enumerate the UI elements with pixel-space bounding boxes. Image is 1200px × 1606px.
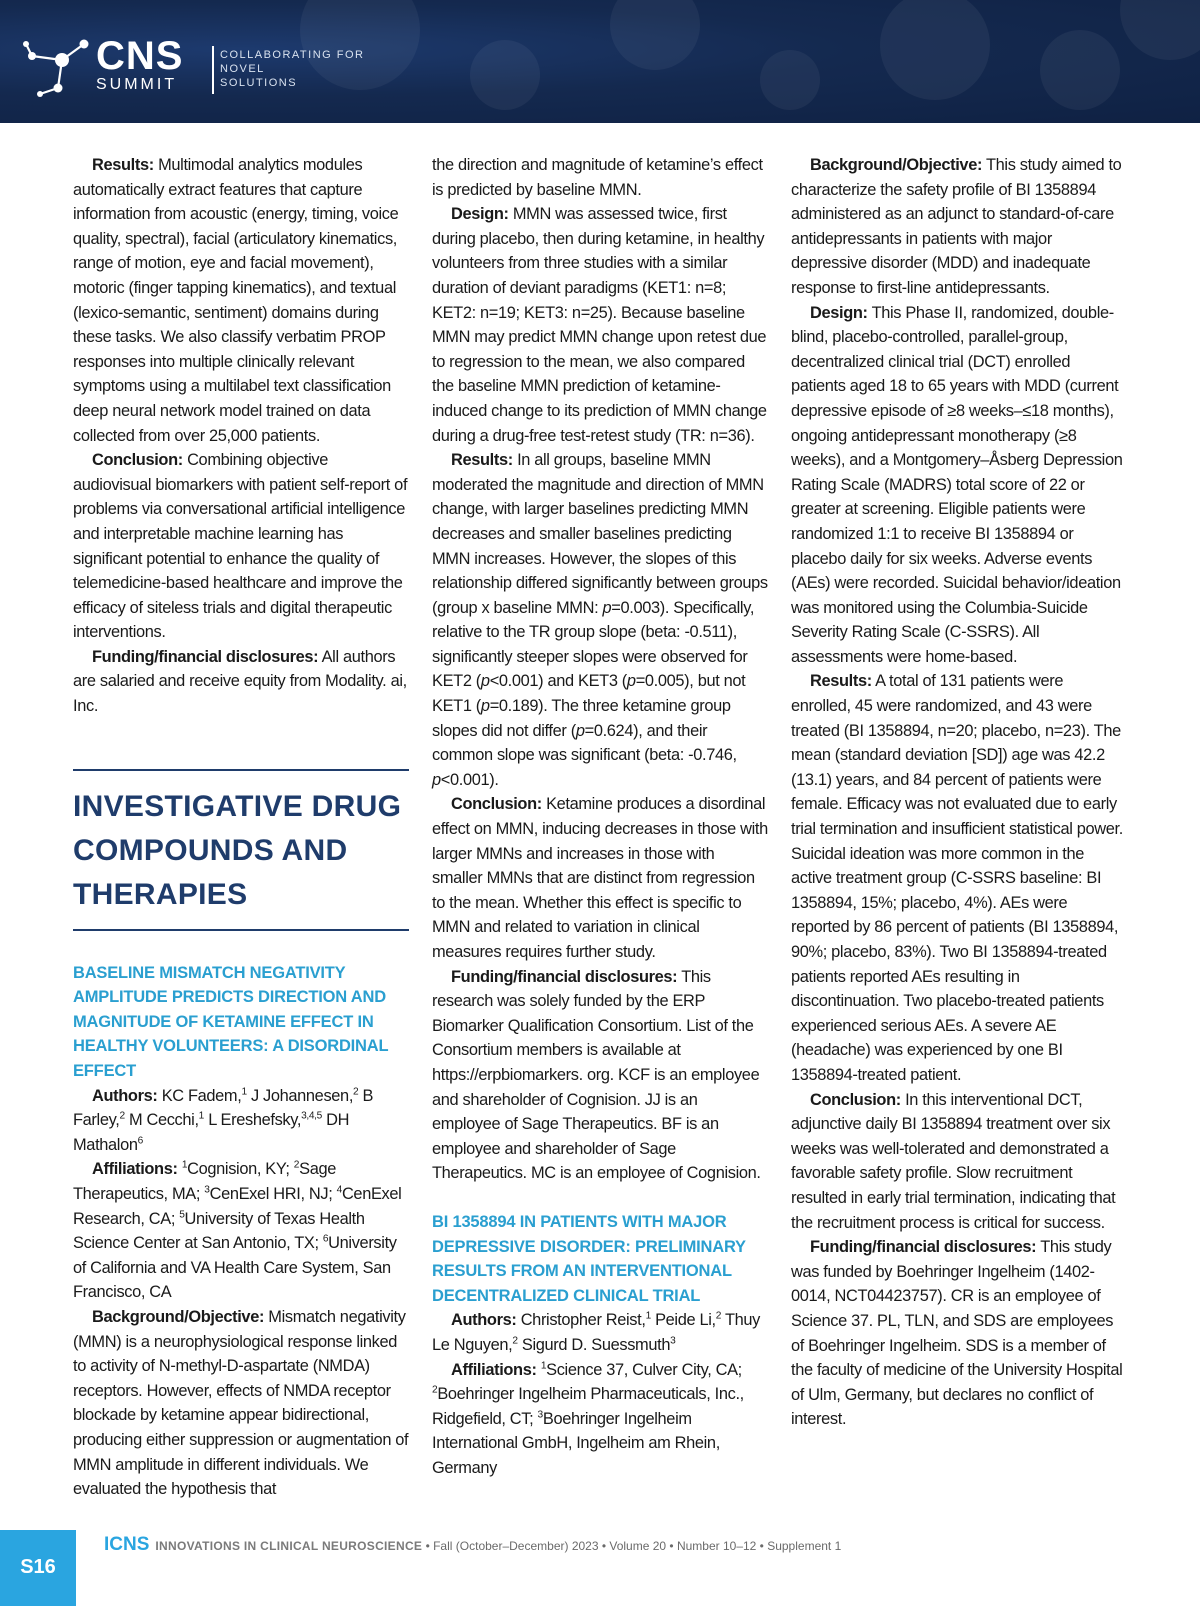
journal-name: INNOVATIONS IN CLINICAL NEUROSCIENCE	[155, 1539, 423, 1553]
page-footer	[0, 1530, 1200, 1606]
background-paragraph: Background/Objective: Mismatch negativity (MMN) is a neurophysiological response linked to activity of N-methyl-D-aspartate (NMDA) receptors. However, effects of NMDA receptor blockade by ketamine appear bidirectional, producing either suppression or augmentation of MMN amplitude in different individuals. We evaluated the hypothesis that	[73, 1307, 409, 1499]
design-paragraph: Design: MMN was assessed twice, first during placebo, then during ketamine, in healthy volunteers from three studies with a similar duration of deviant paradigms (KET1: n=8; KET2: n=19; KET3: n=25). Because baseline MMN may predict MMN change upon retest due to regression to the mean, we also compared the baseline MMN prediction of ketamine-induced change to its prediction of MMN change during a drug-free test-retest study (TR: n=36).	[432, 205, 767, 445]
results-paragraph: Results: A total of 131 patients were enrolled, 45 were randomized, and 43 were treated (BI 1358894, n=20; placebo, n=23). The mean (standard deviation [SD]) age was 42.2 (13.1) years, and 84 percent of patients were female. Efficacy was not evaluated due to early trial termination and insufficient statistical power. Suicidal ideation was more common in the active treatment group (C-SSRS baseline: BI 1358894, 15%; placebo, 4%). AEs were reported by 86 percent of patients (BI 1358894, 90%; placebo, 83%). Two BI 1358894-treated patients reported AEs resulting in discontinuation. Two placebo-treated patients experienced serious AEs. A severe AE (headache) was experienced by one BI 1358894-treated patient.	[791, 672, 1123, 1084]
section-title: INVESTIGATIVE DRUG COMPOUNDS AND THERAPIES	[73, 789, 402, 911]
funding-paragraph: Funding/financial disclosures: This research was solely funded by the ERP Biomarker Qualification Consortium. List of the Consortium members is available at https://erpbiomarkers. org. KCF is an employee and shareholder of Cognision. JJ is an employee of Sage Therapeutics. BF is an employee and shareholder of Sage Therapeutics. MC is an employee of Cognision.	[432, 967, 761, 1183]
header-banner	[0, 0, 1200, 123]
results-paragraph: Results: In all groups, baseline MMN moderated the magnitude and direction of MMN change, with larger baselines predicting MMN decreases and smaller baselines predicting MMN increases. However, the slopes of this relationship differed significantly between groups (group x baseline MMN: p=0.003). Specifically, relative to the TR group slope (beta: -0.511), significantly steeper slopes were observed for KET2 (p<0.001) and KET3 (p=0.005), but not KET1 (p=0.189). The three ketamine group slopes did not differ (p=0.624), and their common slope was significant (beta: -0.746, p<0.001).	[432, 451, 768, 789]
logo-summit-text: SUMMIT	[96, 76, 178, 93]
results-paragraph: Results: Multimodal analytics modules automatically extract features that capture information from acoustic (energy, timing, voice quality, spectral), facial (articulatory kinematics, range of motion, eye and facial movement), motoric (finger tapping kinematics), and textual (lexico-semantic, sentiment) domains during these tasks. We also classify verbatim PROP responses into multiple clinically relevant symptoms using a multilabel text classification deep neural network model trained on data collected from over 25,000 patients.	[73, 156, 399, 445]
conclusion-paragraph: Conclusion: In this interventional DCT, adjunctive daily BI 1358894 treatment over six weeks was well-tolerated and demonstrated a favorable safety profile. Slow recruitment resulted in early trial termination, indicating that the recruitment process is critical for success.	[791, 1090, 1116, 1232]
column-1	[73, 153, 409, 1502]
article-title-bi1358894: BI 1358894 IN PATIENTS WITH MAJOR DEPRESSIVE DISORDER: PRELIMINARY RESULTS FROM AN INTERVENTIONAL DECENTRALIZED CLINICAL TRIAL	[432, 1212, 746, 1305]
logo-divider	[212, 46, 214, 94]
article-title-ketamine: BASELINE MISMATCH NEGATIVITY AMPLITUDE PREDICTS DIRECTION AND MAGNITUDE OF KETAMINE EFFECT IN HEALTHY VOLUNTEERS: A DISORDINAL EFFECT	[73, 963, 389, 1081]
column-3	[791, 153, 1127, 1432]
funding-paragraph: Funding/financial disclosures: This study was funded by Boehringer Ingelheim (1402-0014, NCT04423757). CR is an employee of Science 37. PL, TLN, and SDS are employees of Boehringer Ingelheim. SDS is a member of the faculty of medicine of the University Hospital of Ulm, Germany, but declares no conflict of interest.	[791, 1238, 1123, 1429]
logo-tagline: COLLABORATING FOR NOVEL SOLUTIONS	[220, 49, 365, 89]
affiliations-paragraph: Affiliations: $^1$Cognision, KY; $^2$Sage Therapeutics, MA; $^3$CenExel HRI, NJ; $^4$CenExel Research, CA; $^5$University of Texas Health Science Center at San Antonio, TX; $^6$University of California and VA Health Care System, San Francisco, CA	[73, 1159, 402, 1302]
logo-cns-text: CNS	[96, 34, 184, 78]
conclusion-paragraph: Conclusion: Combining objective audiovisual biomarkers with patient self-report of problems via conversational artificial intelligence and interpretable machine learning has significant potential to enhance the quality of telemedicine-based healthcare and improve the efficacy of siteless trials and digital therapeutic interventions.	[73, 451, 408, 642]
funding-paragraph: Funding/financial disclosures: All authors are salaried and receive equity from Modality. ai, Inc.	[73, 647, 407, 716]
background-paragraph: Background/Objective: This study aimed to characterize the safety profile of BI 1358894 administered as an adjunct to standard-of-care antidepressants in patients with major depressive disorder (MDD) and inadequate response to first-line antidepressants.	[791, 156, 1122, 297]
page-number-box	[0, 1530, 76, 1606]
conclusion-paragraph: Conclusion: Ketamine produces a disordinal effect on MMN, inducing decreases in those with larger MMNs and increases in those with smaller MMNs that are distinct from regression to the mean. Whether this effect is specific to MMN and related to variation in clinical measures requires further study.	[432, 795, 768, 961]
journal-line	[104, 1534, 841, 1556]
affiliations-paragraph: Affiliations: $^1$Science 37, Culver City, CA; $^2$Boehringer Ingelheim Pharmaceuticals, Inc., Ridgefield, CT; $^3$Boehringer Ingelheim International GmbH, Ingelheim am Rhein, Germany	[432, 1360, 744, 1477]
design-paragraph: Design: This Phase II, randomized, double-blind, placebo-controlled, parallel-group, decentralized clinical trial (DCT) enrolled patients aged 18 to 65 years with MDD (current depressive episode of ≥8 weeks–≤18 months), ongoing antidepressant monotherapy (≥8 weeks), and a Montgomery–Åsberg Depression Rating Scale (MADRS) total score of 22 or greater at screening. Eligible patients were randomized 1:1 to receive BI 1358894 or placebo daily for six weeks. Adverse events (AEs) were recorded. Suicidal behavior/ideation was monitored using the Columbia-Suicide Severity Rating Scale (C-SSRS). All assessments were home-based.	[791, 303, 1123, 666]
column-2	[432, 153, 768, 1480]
issue-info: • Fall (October–December) 2023 • Volume 20 • Number 10–12 • Supplement 1	[422, 1539, 842, 1553]
page-number: S16	[20, 1556, 56, 1578]
journal-abbr: ICNS	[104, 1534, 150, 1555]
continued-paragraph: the direction and magnitude of ketamine’s effect is predicted by baseline MMN.	[432, 156, 763, 199]
authors-paragraph: Authors: Christopher Reist,$^1$ Peide Li,$^2$ Thuy Le Nguyen,$^2$ Sigurd D. Suessmuth$^3$	[432, 1310, 760, 1354]
molecule-icon	[22, 36, 92, 100]
cns-summit-logo	[22, 34, 365, 98]
authors-paragraph: Authors: KC Fadem,$^1$ J Johannesen,$^2$ B Farley,$^2$ M Cecchi,$^1$ L Ereshefsky,$^{3,4,5}$ DH Mathalon$^6$	[73, 1086, 374, 1154]
